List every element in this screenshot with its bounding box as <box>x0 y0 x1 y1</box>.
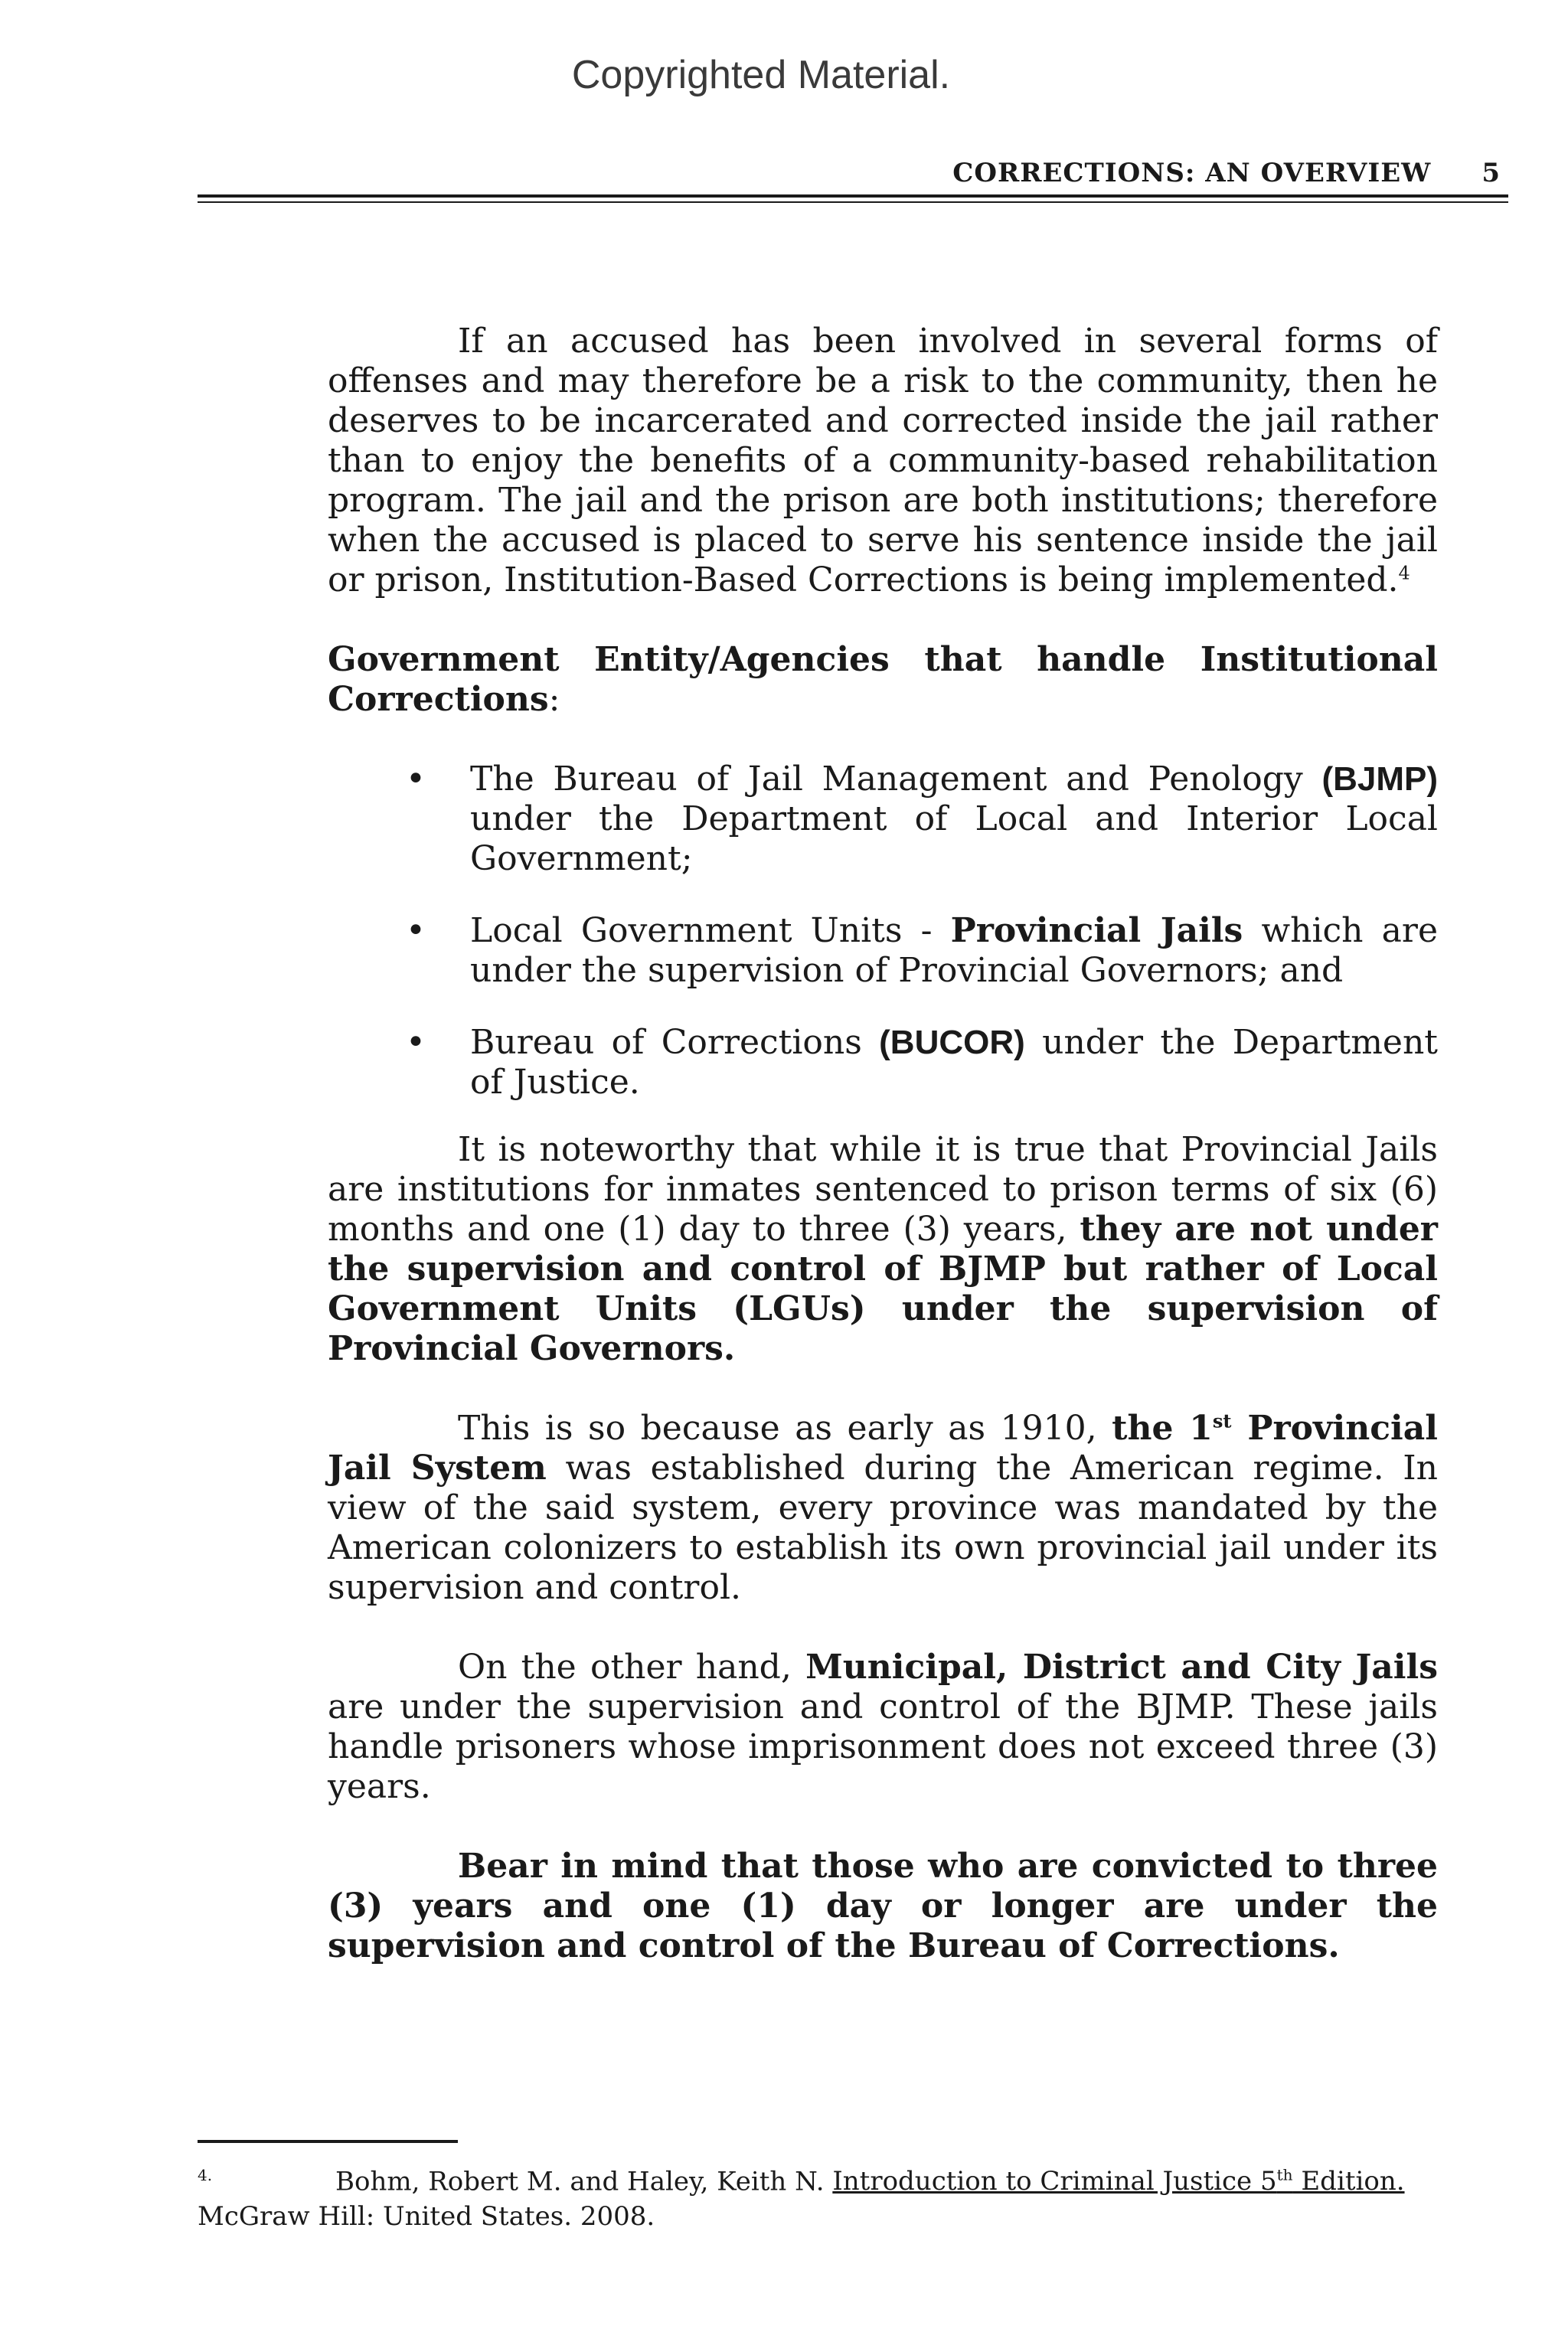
item-text-rest: which are under the supervision of Provincial Governors; and <box>470 911 1438 990</box>
item-text: Bureau of Corrections <box>470 1023 880 1062</box>
page-body <box>328 322 1438 1966</box>
item-text-rest: under the Department of Justice. <box>470 1023 1438 1102</box>
paragraph-bold: Bear in mind that those who are convicted to three (3) years and one (1) day or longer are under the supervision and control of the Bureau of Corrections. <box>328 1847 1438 1965</box>
footnote-title-text: Introduction to Criminal Justice 5 <box>832 2166 1277 2197</box>
paragraph-text-rest: are under the supervision and control of the BJMP. These jails handle prisoners whose imprisonment does not exceed three (3) years. <box>328 1687 1438 1806</box>
item-text: Local Government Units - <box>470 911 951 950</box>
copyright-watermark: Copyrighted Material. <box>571 53 951 97</box>
ordinal-sup: st <box>1212 1410 1232 1432</box>
paragraph-bold: they are not under the supervision and control of BJMP but rather of Local Government Units (LGUs) under the supervision of Provincial Governors. <box>328 1210 1438 1368</box>
paragraph-institution-based <box>328 322 1438 600</box>
bullet-icon: • <box>406 1023 426 1062</box>
footnote <box>198 2158 1461 2234</box>
footnote-ref: 4 <box>1398 562 1410 584</box>
paragraph-bold: the 1 <box>1112 1409 1213 1448</box>
footnote-title <box>832 2166 1404 2197</box>
paragraph-bold: Provincial Jail System <box>328 1409 1438 1488</box>
heading-colon: : <box>548 680 560 719</box>
page-number: 5 <box>1481 158 1501 188</box>
footnote-publisher: McGraw Hill: United States. 2008. <box>198 2201 655 2233</box>
footnote-rule <box>198 2140 458 2143</box>
paragraph-text: On the other hand, <box>458 1648 806 1687</box>
item-bold: (BJMP) <box>1321 760 1438 798</box>
list-item <box>328 1023 1438 1102</box>
item-text-rest: under the Department of Local and Interior Local Government; <box>470 799 1438 878</box>
running-header <box>199 158 1501 188</box>
agency-list <box>328 760 1438 1102</box>
paragraph-text-rest: was established during the American regime. In view of the said system, every province was mandated by the American colonizers to establish its own provincial jail under its supervision and control. <box>328 1449 1438 1607</box>
footnote-number: 4. <box>198 2166 213 2184</box>
header-rule-thick <box>198 194 1508 198</box>
list-item <box>328 911 1438 991</box>
header-rule-thin <box>198 201 1508 203</box>
paragraph-text: If an accused has been involved in several forms of offenses and may therefore be a risk to the community, then he deserves to be incarcerated and corrected inside the jail rather than to enjoy the benefits of a community-based rehabilitation program. The jail and the prison are both institutions; therefore when the accused is placed to serve his sentence inside the jail or prison, Institution-Based Corrections is being implemented. <box>328 322 1438 599</box>
footnote-authors: Bohm, Robert M. and Haley, Keith N. <box>335 2166 833 2197</box>
bullet-icon: • <box>406 911 426 950</box>
bullet-icon: • <box>406 760 426 799</box>
paragraph-municipal-jails <box>328 1648 1438 1807</box>
item-bold: Provincial Jails <box>950 911 1243 950</box>
item-text: The Bureau of Jail Management and Penology <box>470 760 1322 799</box>
footnote-title-end: Edition. <box>1292 2166 1405 2197</box>
paragraph-text: This is so because as early as 1910, <box>458 1409 1112 1448</box>
section-heading <box>328 640 1438 720</box>
paragraph-bold: Municipal, District and City Jails <box>805 1648 1439 1687</box>
paragraph-provincial-jails <box>328 1130 1438 1369</box>
item-bold: (BUCOR) <box>879 1024 1025 1061</box>
running-title: CORRECTIONS: AN OVERVIEW <box>952 158 1432 188</box>
paragraph-text: It is noteworthy that while it is true that Provincial Jails are institutions for inmates sentenced to prison terms of six (6) months and one (1) day to three (3) years, <box>328 1130 1438 1249</box>
paragraph-bear-in-mind <box>328 1847 1438 1966</box>
list-item <box>328 760 1438 879</box>
heading-text: Government Entity/Agencies that handle Institutional Corrections <box>328 640 1438 719</box>
paragraph-1910 <box>328 1409 1438 1608</box>
footnote-title-sup: th <box>1276 2166 1293 2184</box>
